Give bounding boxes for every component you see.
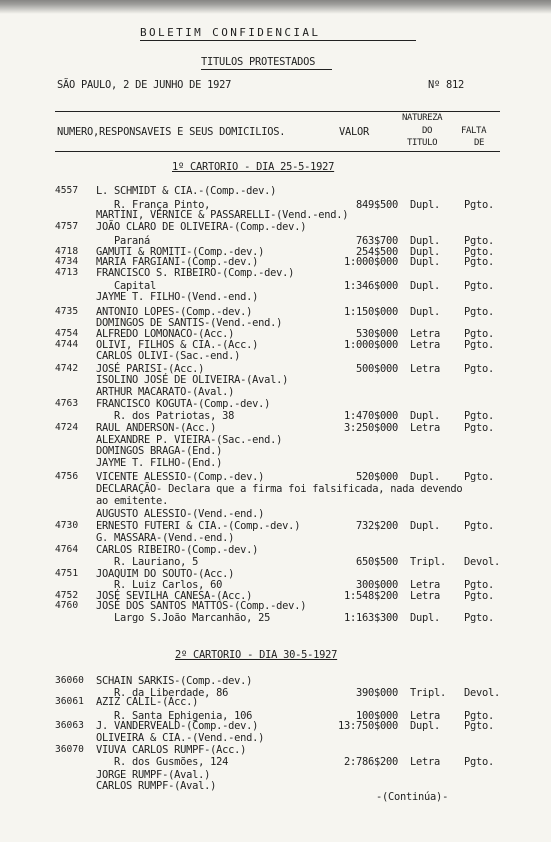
document-date: SÃO PAULO, 2 DE JUNHO DE 1927: [57, 79, 232, 91]
entry-value: 254$500: [355, 246, 398, 258]
entry-value: 1:000$000: [343, 256, 398, 268]
entry-text: Capital: [96, 280, 157, 292]
column-header-lack-2: DE: [474, 138, 485, 148]
entry-title-type: Letra: [410, 363, 441, 375]
document-title: BOLETIM CONFIDENCIAL: [140, 26, 321, 39]
entry-number: 4763: [55, 398, 79, 409]
entry-number: 4764: [55, 544, 79, 555]
entry-text: GAMUTI & ROMITI-(Comp.-dev.): [96, 246, 265, 258]
entry-value: 300$000: [355, 579, 398, 591]
entry-title-type: Letra: [410, 328, 441, 340]
entry-text: SCHAIN SARKIS-(Comp.-dev.): [96, 675, 253, 687]
entry-title-type: Letra: [410, 756, 441, 768]
entry-value: 1:150$000: [343, 306, 398, 318]
entry-title-type: Dupl.: [410, 199, 441, 211]
entry-text: R. dos Gusmões, 124: [96, 756, 229, 768]
section-1-title: 1º CARTORIO - DIA 25-5-1927: [172, 161, 335, 173]
entry-text: DOMINGOS DE SANTIS-(Vend.-end.): [96, 317, 283, 329]
entry-text: CARLOS RIBEIRO-(Comp.-dev.): [96, 544, 259, 556]
entry-text: ERNESTO FUTERI & CIA.-(Comp.-dev.): [96, 520, 301, 532]
entry-title-type: Letra: [410, 422, 441, 434]
entry-title-type: Dupl.: [410, 720, 441, 732]
column-header-value: VALOR: [339, 126, 370, 138]
entry-value: 390$000: [355, 687, 398, 699]
entry-number: 4734: [55, 256, 79, 267]
entry-number: 36063: [55, 720, 84, 731]
entry-text: JOSÉ SEVILHA CANESA-(Acc.): [96, 590, 253, 602]
entry-number: 36070: [55, 744, 84, 755]
entry-value: 732$200: [355, 520, 398, 532]
entry-number: 4724: [55, 422, 79, 433]
entry-number: 4760: [55, 600, 79, 611]
entry-text: ao emitente.: [96, 495, 169, 507]
entry-number: 4718: [55, 246, 79, 257]
entry-reason: Pgto.: [464, 328, 495, 340]
entry-title-type: Dupl.: [410, 246, 441, 258]
entry-reason: Pgto.: [464, 363, 495, 375]
header-rule-top: [55, 111, 500, 112]
entry-title-type: Dupl.: [410, 612, 441, 624]
entry-text: OLIVEIRA & CIA.-(Vend.-end.): [96, 732, 265, 744]
section-2-title: 2º CARTORIO - DIA 30-5-1927: [175, 649, 338, 661]
entry-value: 100$000: [355, 710, 398, 722]
entry-reason: Pgto.: [464, 590, 495, 602]
column-header-nature-1: NATUREZA: [402, 113, 443, 123]
entry-text: R. Santa Ephigenia, 106: [96, 710, 253, 722]
entry-reason: Pgto.: [464, 720, 495, 732]
entry-text: AUGUSTO ALESSIO-(Vend.-end.): [96, 508, 265, 520]
entry-text: JORGE RUMPF-(Aval.): [96, 769, 211, 781]
entry-value: 1:470$000: [343, 410, 398, 422]
entry-text: R. Luiz Carlos, 60: [96, 579, 223, 591]
entry-text: JOSÉ PARISI-(Acc.): [96, 363, 205, 375]
entry-reason: Pgto.: [464, 280, 495, 292]
entry-title-type: Dupl.: [410, 280, 441, 292]
entry-text: JAYME T. FILHO-(End.): [96, 457, 223, 469]
entry-text: ARTHUR MACARATO-(Aval.): [96, 386, 235, 398]
column-header-lack-1: FALTA: [461, 126, 487, 136]
entry-title-type: Tripl.: [410, 687, 447, 699]
entry-title-type: Letra: [410, 710, 441, 722]
entry-value: 1:000$000: [343, 339, 398, 351]
entry-reason: Pgto.: [464, 246, 495, 258]
document-subtitle: TITULOS PROTESTADOS: [201, 56, 316, 68]
entry-number: 4756: [55, 471, 79, 482]
entry-reason: Pgto.: [464, 756, 495, 768]
entry-text: RAUL ANDERSON-(Acc.): [96, 422, 217, 434]
entry-number: 4730: [55, 520, 79, 531]
entry-text: JOÃO CLARO DE OLIVEIRA-(Comp.-dev.): [96, 221, 307, 233]
column-header-nature-3: TITULO: [407, 138, 438, 148]
entry-number: 4757: [55, 221, 79, 232]
entry-reason: Pgto.: [464, 710, 495, 722]
entry-reason: Pgto.: [464, 256, 495, 268]
entry-text: MARTINI, VERNICE & PASSARELLI-(Vend.-end.): [96, 209, 349, 221]
entry-reason: Pgto.: [464, 235, 495, 247]
entry-title-type: Letra: [410, 579, 441, 591]
entry-value: 530$000: [355, 328, 398, 340]
entry-reason: Pgto.: [464, 339, 495, 351]
column-header-name: NUMERO,RESPONSAVEIS E SEUS DOMICILIOS.: [57, 126, 286, 138]
entry-number: 4744: [55, 339, 79, 350]
entry-number: 4751: [55, 568, 79, 579]
entry-value: 520$000: [355, 471, 398, 483]
entry-text: AZIZ CALIL-(Acc.): [96, 696, 199, 708]
entry-number: 4754: [55, 328, 79, 339]
entry-text: CARLOS OLIVI-(Sac.-end.): [96, 350, 241, 362]
entry-reason: Pgto.: [464, 422, 495, 434]
entry-title-type: Dupl.: [410, 410, 441, 422]
entry-text: DOMINGOS BRAGA-(End.): [96, 445, 223, 457]
entry-value: 1:163$300: [343, 612, 398, 624]
bulletin-number: Nº 812: [428, 79, 465, 91]
entry-number: 36061: [55, 696, 84, 707]
entry-text: R. França Pinto,: [96, 199, 211, 211]
entry-text: R. Lauriano, 5: [96, 556, 199, 568]
entry-value: 650$500: [355, 556, 398, 568]
scan-top-edge: [0, 0, 551, 14]
entry-text: L. SCHMIDT & CIA.-(Comp.-dev.): [96, 185, 277, 197]
entry-text: DECLARAÇÃO- Declara que a firma foi falsificada, nada devendo: [96, 483, 463, 495]
entry-value: 13:750$000: [337, 720, 398, 732]
entry-number: 4742: [55, 363, 79, 374]
entry-reason: Pgto.: [464, 410, 495, 422]
entry-text: ISOLINO JOSÉ DE OLIVEIRA-(Aval.): [96, 374, 289, 386]
entry-text: VICENTE ALESSIO-(Comp.-dev.): [96, 471, 265, 483]
entry-value: 1:346$000: [343, 280, 398, 292]
entry-text: Largo S.João Marcanhão, 25: [96, 612, 271, 624]
entry-number: 4557: [55, 185, 79, 196]
entry-text: CARLOS RUMPF-(Aval.): [96, 780, 217, 792]
entry-reason: Pgto.: [464, 306, 495, 318]
entry-text: OLIVI, FILHOS & CIA.-(Acc.): [96, 339, 259, 351]
entry-text: JAYME T. FILHO-(Vend.-end.): [96, 291, 259, 303]
entry-reason: Pgto.: [464, 199, 495, 211]
continuation-note: -(Continúa)-: [376, 791, 449, 803]
entry-reason: Devol.: [464, 556, 501, 568]
entry-value: 3:250$000: [343, 422, 398, 434]
entry-text: ANTONIO LOPES-(Comp.-dev.): [96, 306, 253, 318]
subtitle-underline: [201, 69, 332, 70]
entry-value: 2:786$200: [343, 756, 398, 768]
column-header-nature-2: DO: [422, 126, 433, 136]
entry-text: ALFREDO LOMONACO-(Acc.): [96, 328, 235, 340]
entry-title-type: Dupl.: [410, 235, 441, 247]
entry-value: 1:548$200: [343, 590, 398, 602]
entry-reason: Pgto.: [464, 520, 495, 532]
entry-title-type: Dupl.: [410, 471, 441, 483]
entry-text: G. MASSARA-(Vend.-end.): [96, 532, 235, 544]
entry-text: JOAQUIM DO SOUTO-(Acc.): [96, 568, 235, 580]
entry-reason: Pgto.: [464, 579, 495, 591]
entry-title-type: Tripl.: [410, 556, 447, 568]
entry-text: VIUVA CARLOS RUMPF-(Acc.): [96, 744, 247, 756]
title-underline: [140, 40, 416, 41]
entry-text: ALEXANDRE P. VIEIRA-(Sac.-end.): [96, 434, 283, 446]
entry-reason: Pgto.: [464, 471, 495, 483]
entry-title-type: Dupl.: [410, 520, 441, 532]
entry-text: J. VANDERVEALD-(Comp.-dev.): [96, 720, 259, 732]
entry-text: R. dos Patriotas, 38: [96, 410, 235, 422]
entry-text: JOSÉ DOS SANTOS MATTOS-(Comp.-dev.): [96, 600, 307, 612]
entry-title-type: Letra: [410, 339, 441, 351]
entry-title-type: Dupl.: [410, 306, 441, 318]
entry-value: 849$500: [355, 199, 398, 211]
entry-value: 763$700: [355, 235, 398, 247]
entry-number: 4735: [55, 306, 79, 317]
entry-number: 36060: [55, 675, 84, 686]
entry-number: 4713: [55, 267, 79, 278]
entry-value: 500$000: [355, 363, 398, 375]
header-rule-bottom: [55, 151, 500, 152]
entry-text: FRANCISCO KOGUTA-(Comp.-dev.): [96, 398, 271, 410]
entry-title-type: Dupl.: [410, 256, 441, 268]
entry-title-type: Letra: [410, 590, 441, 602]
entry-text: R. da Liberdade, 86: [96, 687, 229, 699]
entry-reason: Pgto.: [464, 612, 495, 624]
entry-text: Paraná: [96, 235, 151, 247]
entry-reason: Devol.: [464, 687, 501, 699]
entry-text: FRANCISCO S. RIBEIRO-(Comp.-dev.): [96, 267, 295, 279]
entry-text: MARIA FARGIANI-(Comp.-dev.): [96, 256, 259, 268]
entry-number: 4752: [55, 590, 79, 601]
